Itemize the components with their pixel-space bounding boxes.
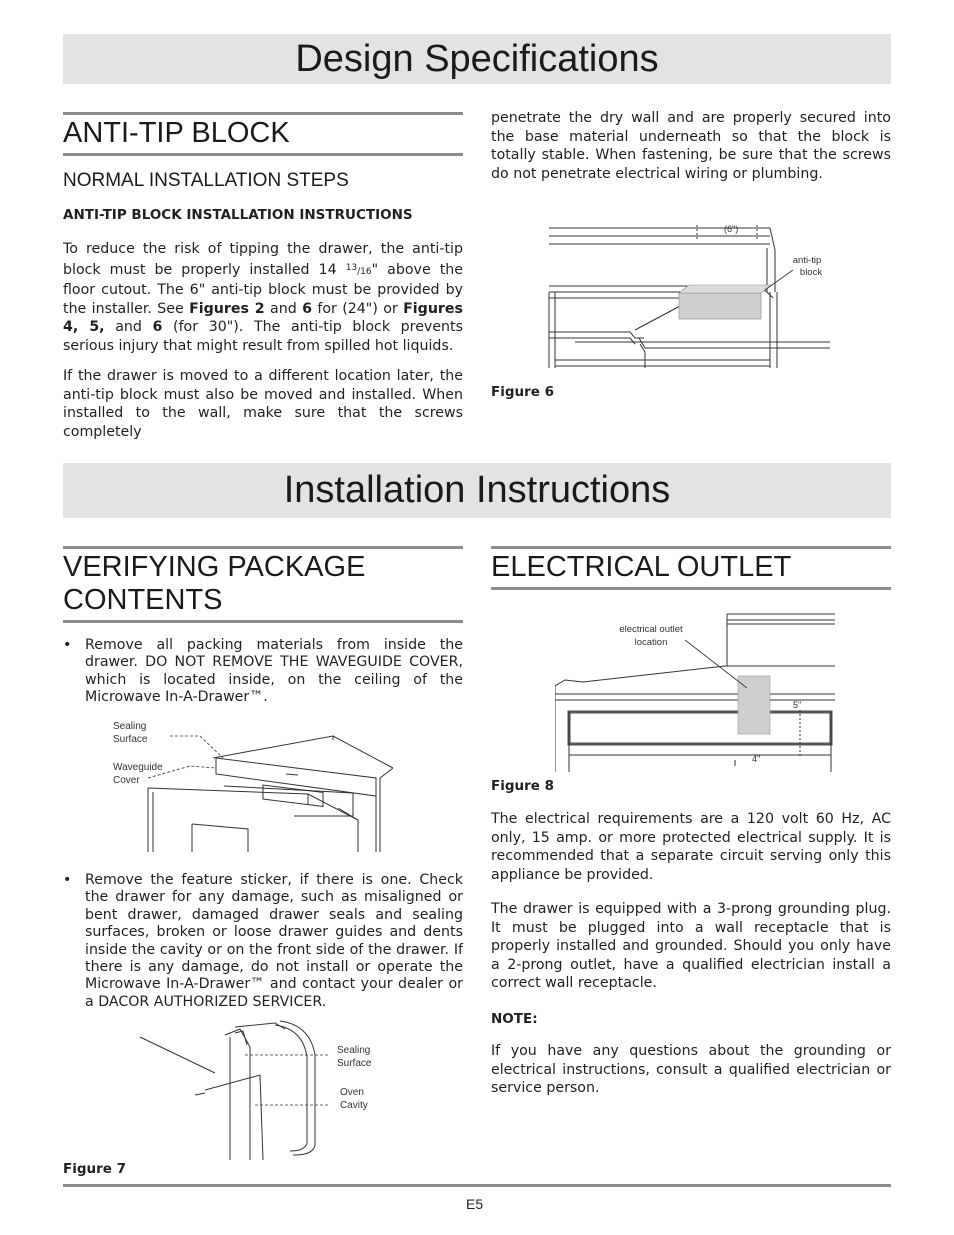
anti-tip-paragraph-3: penetrate the dry wall and are properly secured into the base material underneath so that the block is totally stable. When fastening, be sure that the screws do not penetrate electrical wiring or plumbing. — [491, 110, 891, 182]
electrical-paragraph-2: The drawer is equipped with a 3-prong grounding plug. It must be plugged into a wall receptacle that is properly installed and grounded. Should you only have a 2-prong outlet, have a qualified electrician install a correct wall receptacle. — [491, 901, 891, 992]
figure-6-dim-text: (6") — [724, 224, 739, 234]
verify-bullet-1: • Remove all packing materials from inside the drawer. DO NOT REMOVE THE WAVEGUIDE COVER, which is located inside, on the ceiling of the Microwave In-A-Drawer™. — [63, 637, 463, 706]
fig7b-oven-line-2: Cavity — [340, 1100, 368, 1111]
fig7a-waveguide-line-1: Waveguide — [113, 762, 163, 773]
installation-instructions-banner: Installation Instructions — [63, 463, 891, 518]
figure-8-dim-4: 4" — [752, 754, 761, 764]
figure-8-label: Figure 8 — [491, 778, 555, 794]
figure-7b-illustration — [135, 1015, 395, 1165]
figure-6-illustration — [545, 220, 835, 370]
electrical-outlet-title: ELECTRICAL OUTLET — [491, 546, 891, 590]
figure-6-label: Figure 6 — [491, 384, 555, 400]
footer-divider — [63, 1184, 891, 1187]
fig7a-waveguide-line-2: Cover — [113, 775, 140, 786]
anti-tip-block-shape — [679, 293, 761, 319]
fig7b-sealing-line-1: Sealing — [337, 1045, 371, 1056]
fig7b-sealing-line-2: Surface — [337, 1058, 372, 1069]
anti-tip-paragraph-2: If the drawer is moved to a different location later, the anti-tip block must also be moved and installed. When installed to the wall, make sure that the screws completely — [63, 368, 463, 440]
anti-tip-instructions-heading: ANTI-TIP BLOCK INSTALLATION INSTRUCTIONS — [63, 207, 413, 223]
verifying-package-contents-title: VERIFYING PACKAGE CONTENTS — [63, 546, 463, 623]
electrical-paragraph-3: If you have any questions about the grounding or electrical instructions, consult a qualified electrician or service person. — [491, 1043, 891, 1097]
electrical-paragraph-1: The electrical requirements are a 120 volt 60 Hz, AC only, 15 amp. or more protected electrical supply. It is recommended that a separate circuit serving only this appliance be provided. — [491, 811, 891, 883]
fig7a-sealing-line-1: Sealing — [113, 721, 147, 732]
figure-7a-illustration — [108, 716, 393, 856]
figure-6-callout-line-2: block — [799, 267, 823, 278]
verify-bullet-2: • Remove the feature sticker, if there is one. Check the drawer for any damage, such as misaligned or bent drawer, damaged drawer seals and sealing surfaces, broken or loose drawer guides and dents inside the cavity or on the front side of the drawer. If there is any damage, do not install or operate the Microwave In-A-Drawer™ and contact your dealer or a DACOR AUTHORIZED SERVICER. — [63, 872, 463, 1010]
figure-8-callout-line-2: location — [634, 637, 668, 648]
fig7b-oven-line-1: Oven — [340, 1087, 364, 1098]
figure-8-callout-line-1: electrical outlet — [619, 624, 683, 635]
anti-tip-paragraph-1: To reduce the risk of tipping the drawer, the anti-tip block must be properly installed 14 $^{13}$/16" above the floor cutout. The 6" anti-tip block must be provided by the installer. See Figures 2 and 6 for (24") or Figures 4, 5, and 6 (for 30"). The anti-tip block prevents serious injury that might result from spilled hot liquids. — [63, 241, 463, 354]
figure-8-illustration — [555, 610, 837, 775]
page-number: E5 — [466, 1196, 484, 1212]
fig7a-sealing-line-2: Surface — [113, 734, 148, 745]
anti-tip-block-title: ANTI-TIP BLOCK — [63, 112, 463, 156]
figure-8-dim-5: 5" — [793, 700, 802, 710]
figure-7-label: Figure 7 — [63, 1161, 127, 1177]
note-heading: NOTE: — [491, 1011, 538, 1027]
normal-installation-steps-subtitle: NORMAL INSTALLATION STEPS — [63, 170, 349, 191]
figure-6-callout-line-1: anti-tip — [792, 255, 822, 266]
design-specifications-banner: Design Specifications — [63, 34, 891, 84]
